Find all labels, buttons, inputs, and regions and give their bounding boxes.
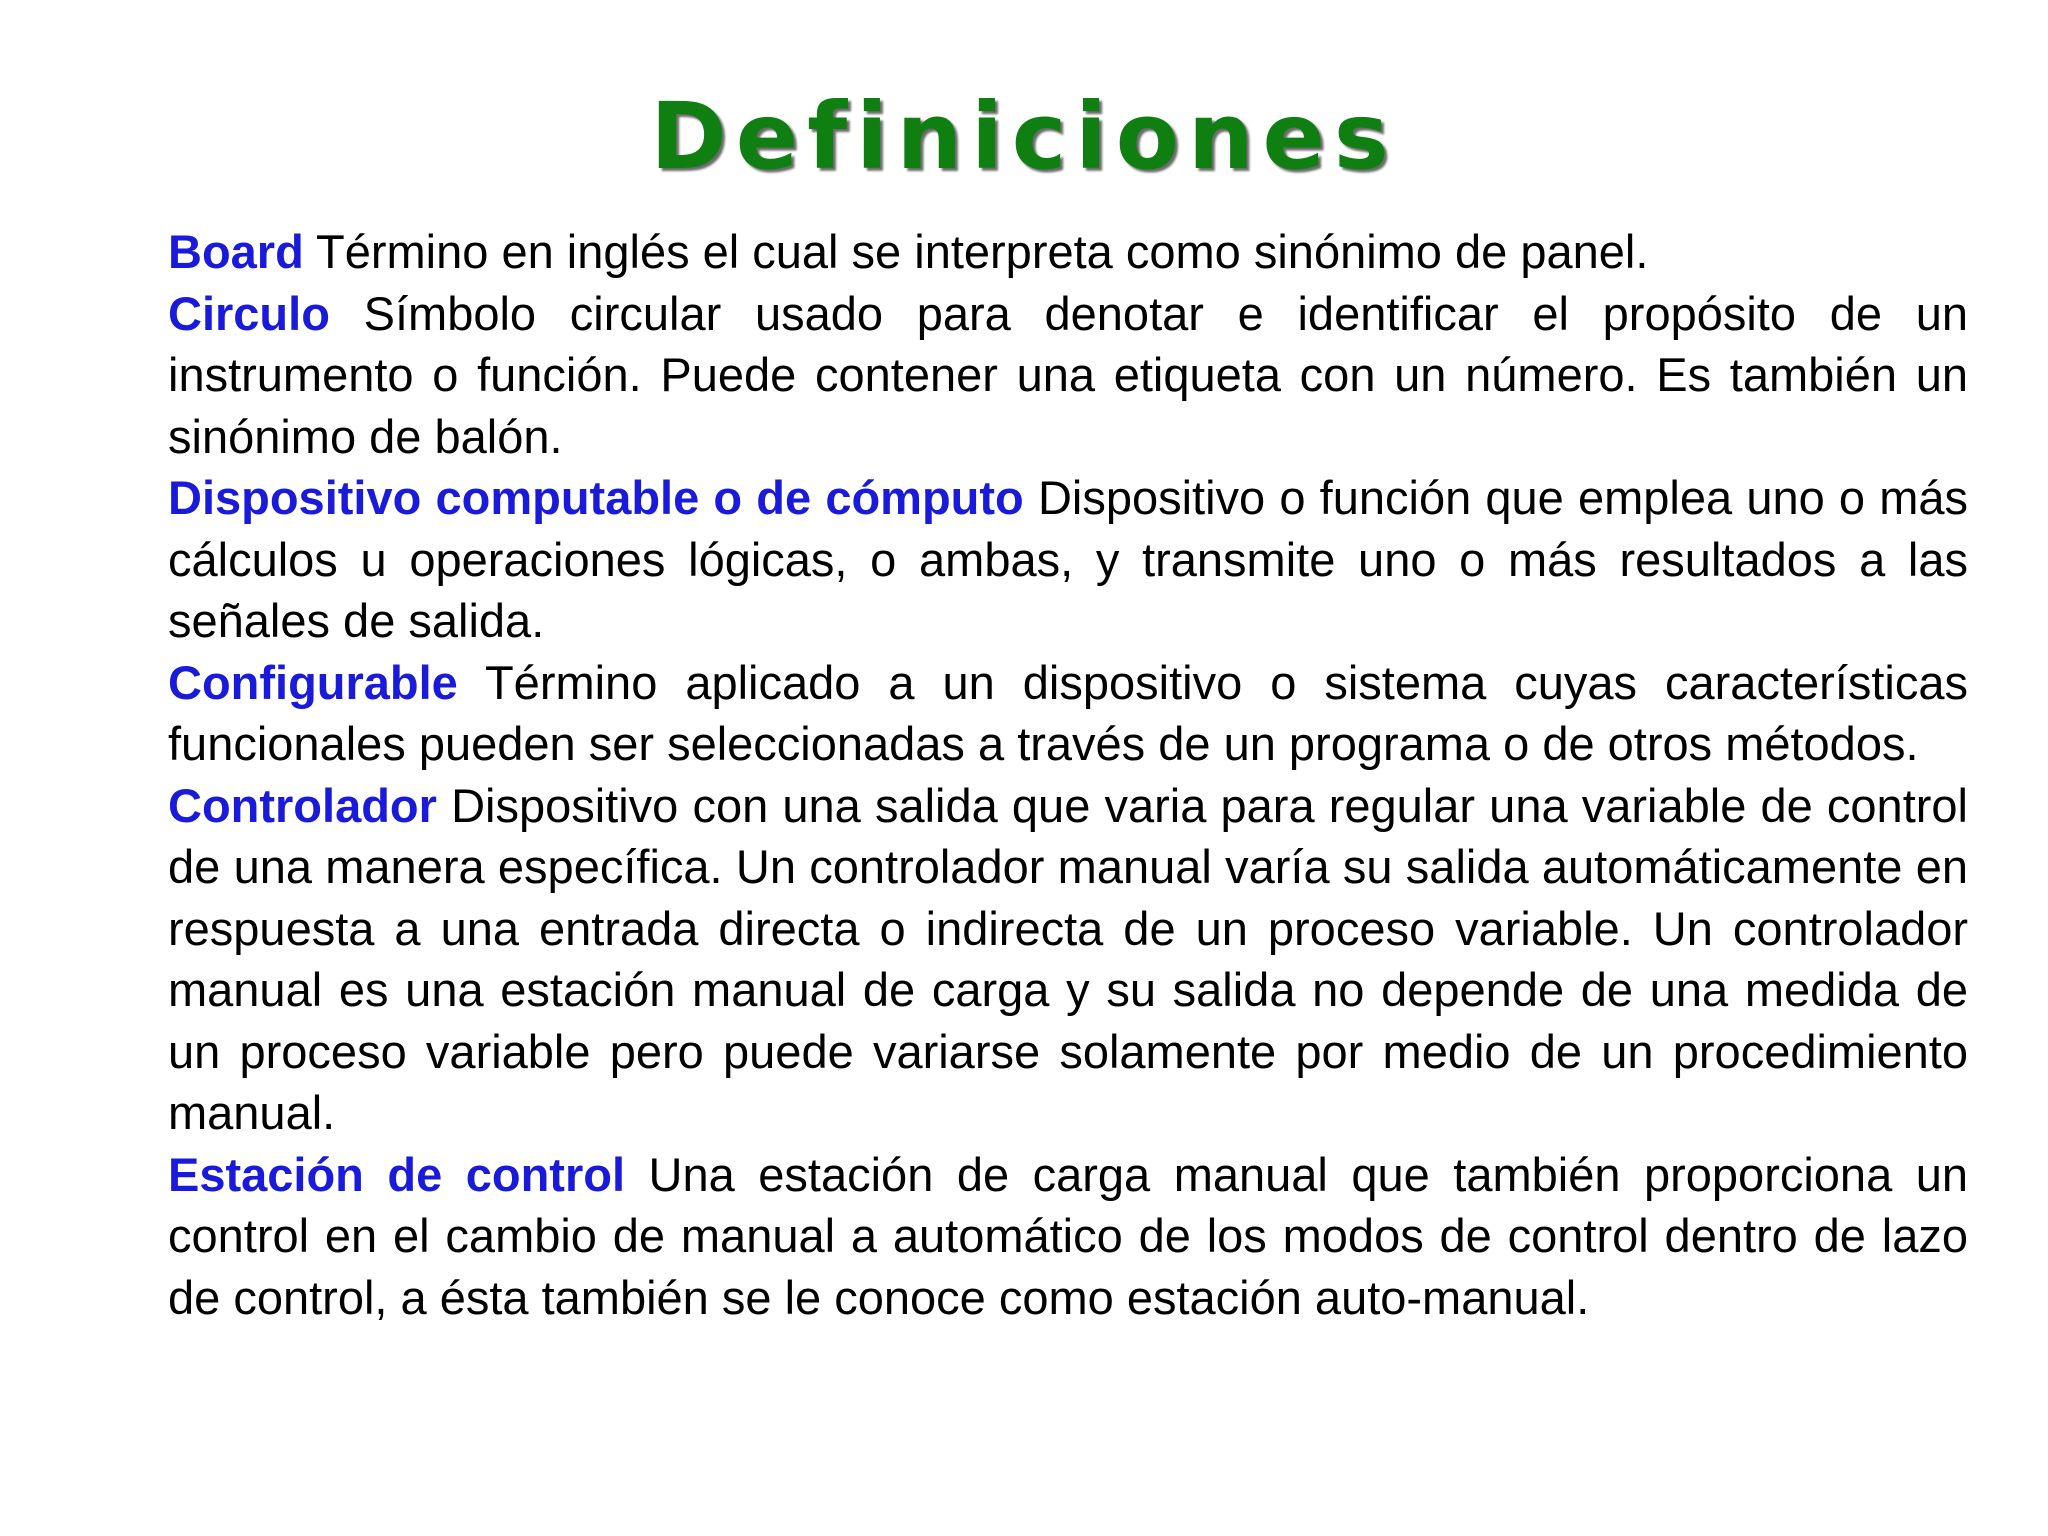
definition-controlador xyxy=(168,775,1968,1144)
definition-term: Estación de control xyxy=(168,1147,626,1201)
definition-term: Controlador xyxy=(168,778,437,832)
definition-text: Símbolo circular usado para denotar e identificar el propósito de un instrumento o función. Puede contener una etiqueta con un número. Es también un sinónimo de balón. xyxy=(168,286,1968,463)
definition-text: Término aplicado a un dispositivo o sistema cuyas características funcionales pueden ser seleccionadas a través de un programa o de otros métodos. xyxy=(168,655,1968,770)
definition-term: Circulo xyxy=(168,286,330,340)
page-title: Definiciones xyxy=(650,83,1398,190)
definition-estacion-de-control xyxy=(168,1144,1968,1329)
definition-term: Configurable xyxy=(168,655,458,709)
definition-term: Board xyxy=(168,225,304,278)
definition-text: Una estación de carga manual que también proporciona un control en el cambio de manual a automático de los modos de control dentro de lazo de control, a ésta también se le conoce como estación auto-manual. xyxy=(168,1147,1968,1324)
definition-text: Dispositivo o función que emplea uno o más cálculos u operaciones lógicas, o ambas, y transmite uno o más resultados a las señales de salida. xyxy=(168,471,1969,647)
definition-board xyxy=(168,221,1968,283)
definition-text: Dispositivo con una salida que varia para regular una variable de control de una manera específica. Un controlador manual varía su salida automáticamente en respuesta a una entrada directa o indirecta de un proceso variable. Un controlador manual es una estación manual de carga y su salida no depende de una medida de un proceso variable pero puede variarse solamente por medio de un procedimiento manual. xyxy=(168,778,1968,1139)
definition-text: Término en inglés el cual se interpreta como sinónimo de panel. xyxy=(316,225,1649,278)
definition-dispositivo-computable xyxy=(168,467,1968,652)
definition-configurable xyxy=(168,652,1968,775)
definition-term: Dispositivo computable o de cómputo xyxy=(168,471,1024,524)
definition-circulo xyxy=(168,283,1968,468)
definitions-list xyxy=(168,221,1968,1328)
